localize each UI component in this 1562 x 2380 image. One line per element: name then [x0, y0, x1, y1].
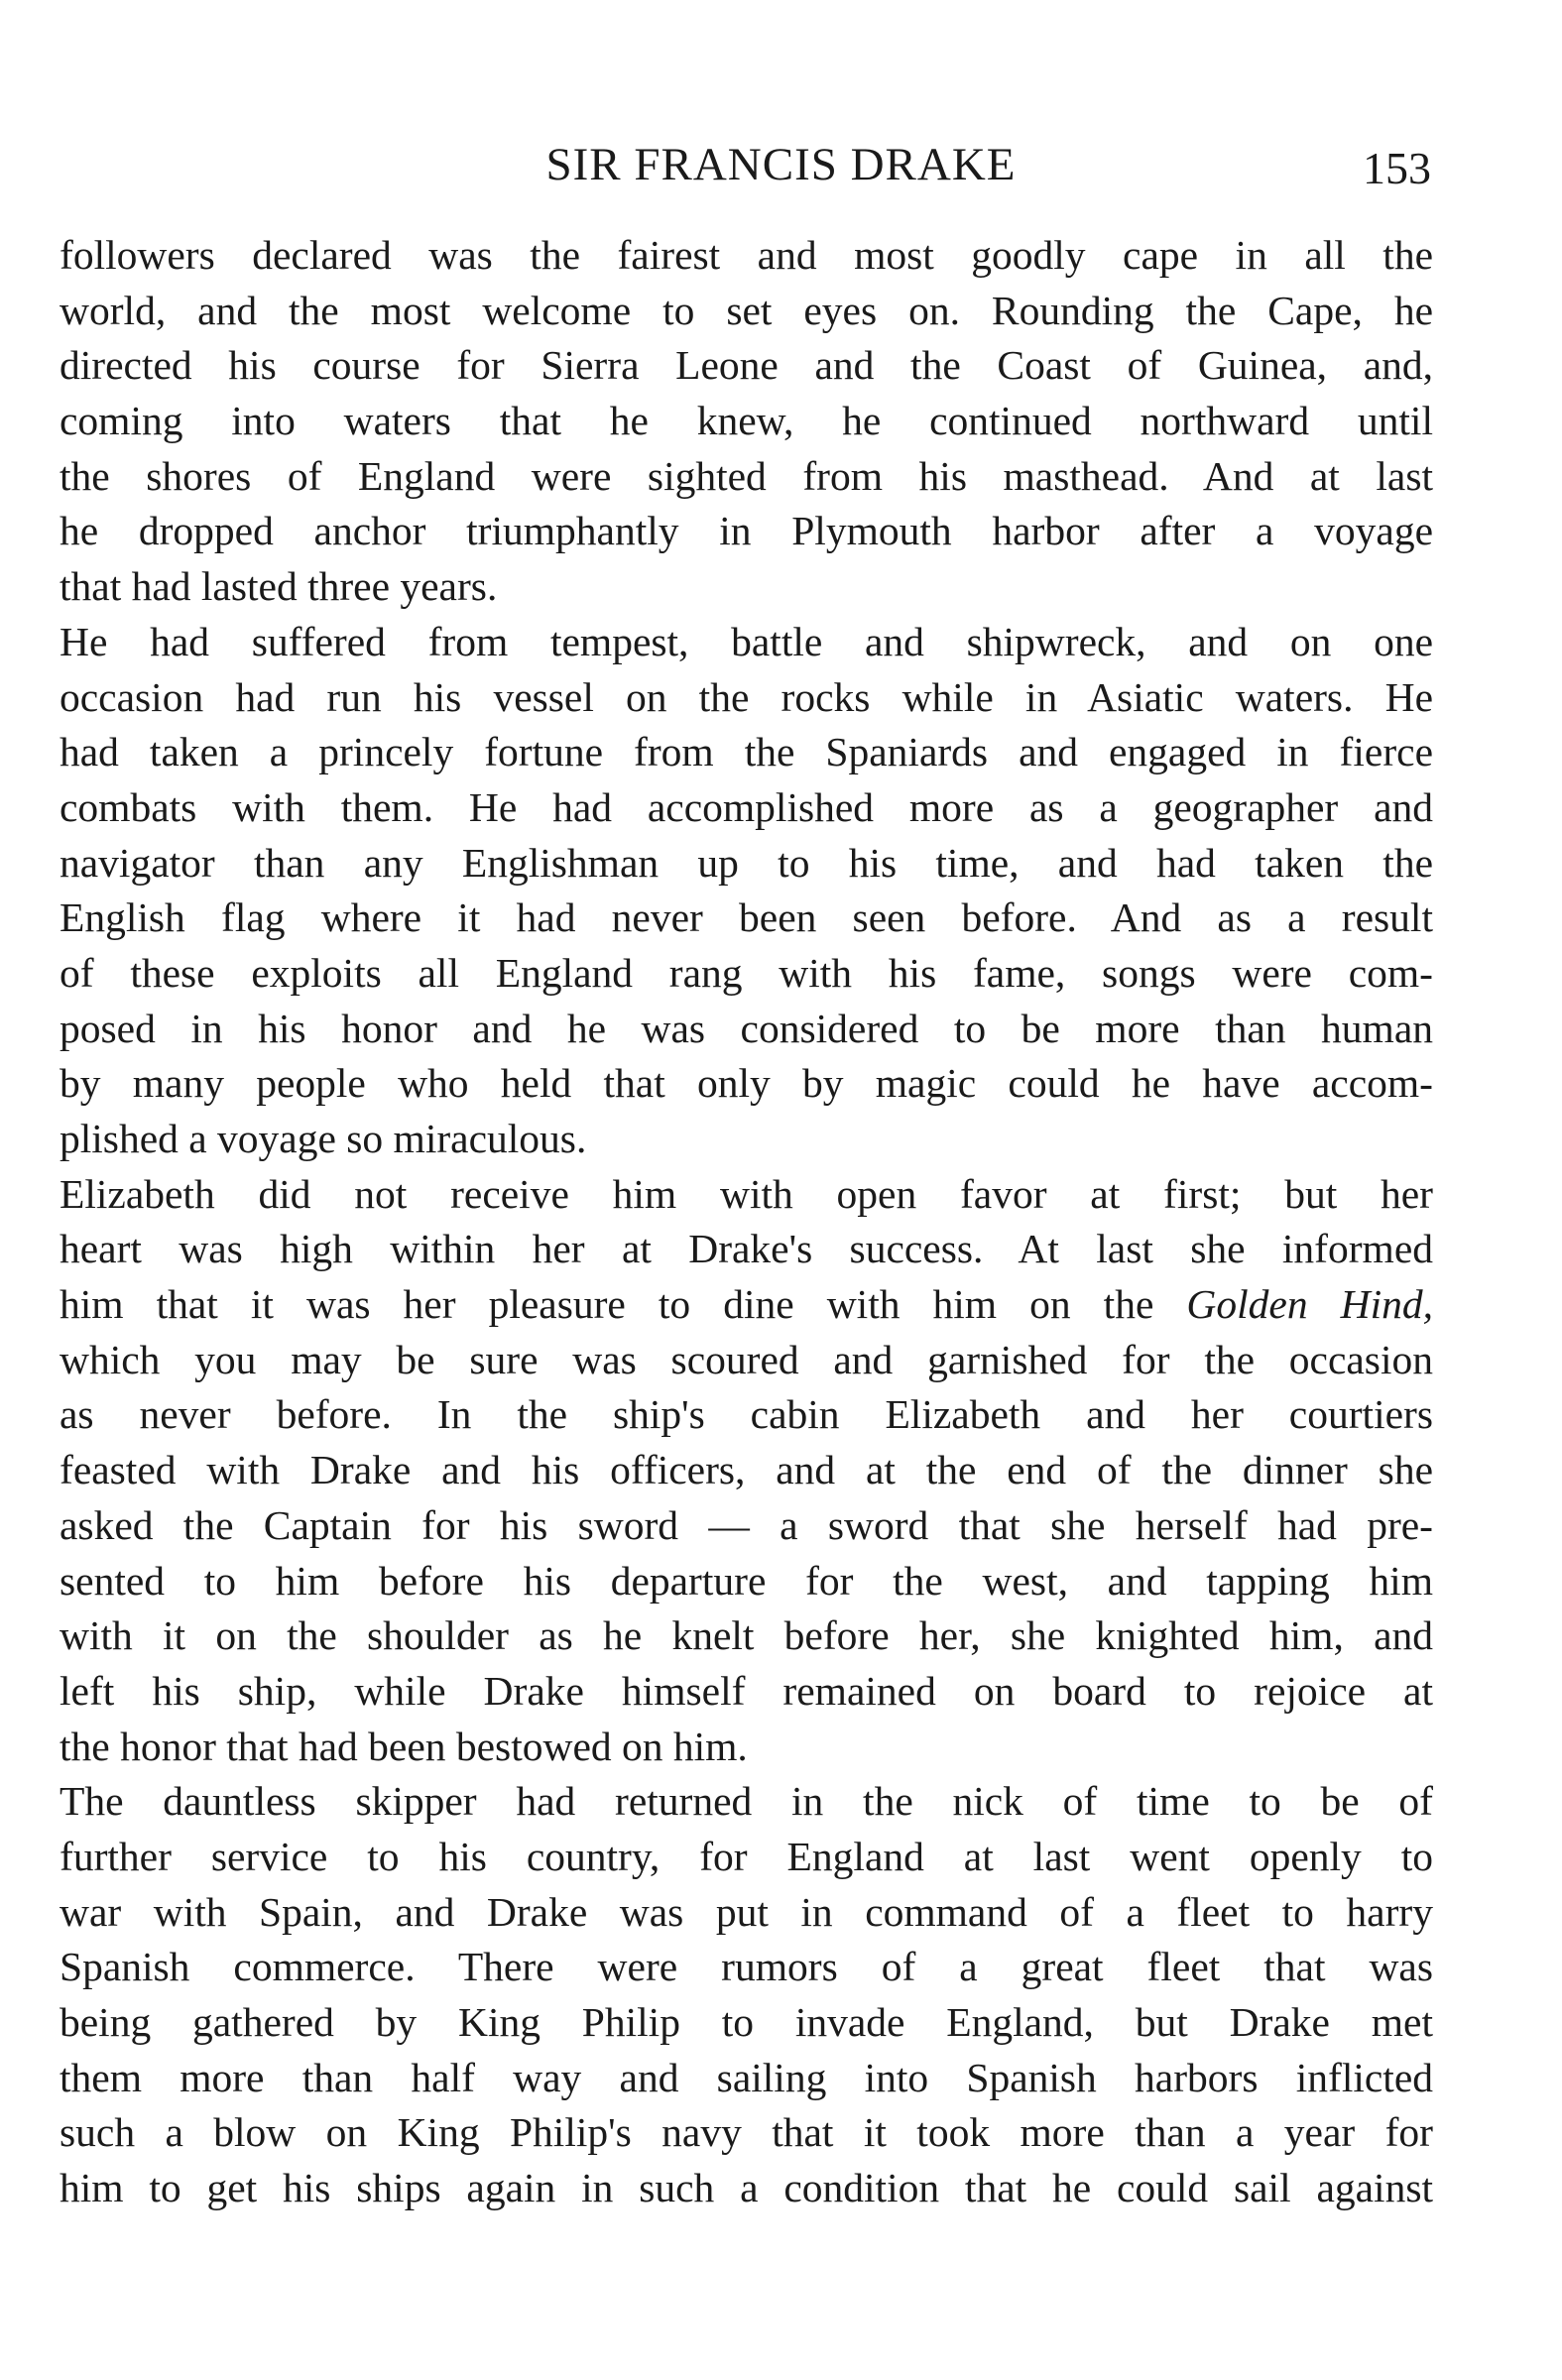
text-line: by many people who held that only by magic could he have accom- — [60, 1060, 1433, 1107]
text-line: posed in his honor and he was considered to be more than human — [60, 1005, 1433, 1051]
text-line: English flag where it had never been seen before. And as a result — [60, 894, 1433, 941]
text-line: heart was high within her at Drake's success. At last she informed — [60, 1226, 1433, 1272]
text-line: as never before. In the ship's cabin Elizabeth and her courtiers — [60, 1391, 1433, 1438]
text-line: he dropped anchor triumphantly in Plymouth harbor after a voyage — [60, 508, 1433, 554]
running-title: SIR FRANCIS DRAKE — [545, 139, 1017, 190]
text-line: left his ship, while Drake himself remained on board to rejoice at — [60, 1667, 1433, 1714]
text-line: being gathered by King Philip to invade England, but Drake met — [60, 1999, 1433, 2045]
running-head — [0, 135, 1562, 194]
paragraph-2 — [60, 615, 1433, 1167]
line-text: him that it was her pleasure to dine with him on the — [60, 1281, 1154, 1328]
text-line: directed his course for Sierra Leone and the Coast of Guinea, and, — [60, 342, 1433, 389]
text-line: asked the Captain for his sword — a sword that she herself had pre- — [60, 1501, 1433, 1548]
text-line: occasion had run his vessel on the rocks while in Asiatic waters. He — [60, 673, 1433, 720]
text-line: Spanish commerce. There were rumors of a great fleet that was — [60, 1944, 1433, 1990]
text-line: further service to his country, for England at last went openly to — [60, 1833, 1433, 1879]
page-number: 153 — [1363, 143, 1431, 193]
text-line: navigator than any Englishman up to his time, and had taken the — [60, 839, 1433, 886]
text-line: him to get his ships again in such a condition that he could sail against — [60, 2165, 1433, 2211]
text-line: world, and the most welcome to set eyes on. Rounding the Cape, he — [60, 287, 1433, 333]
text-line: war with Spain, and Drake was put in command of a fleet to harry — [60, 1888, 1433, 1935]
text-line: such a blow on King Philip's navy that it took more than a year for — [60, 2109, 1433, 2156]
text-line: the shores of England were sighted from his masthead. And at last — [60, 452, 1433, 499]
text-line-with-italic — [60, 1277, 1433, 1333]
text-line: had taken a princely fortune from the Spaniards and engaged in fierce — [60, 729, 1433, 775]
ship-name-italic: Golden Hind, — [1186, 1281, 1433, 1328]
text-line: that had lasted three years. — [60, 563, 498, 610]
paragraph-3 — [60, 1167, 1433, 1775]
paragraph-1 — [60, 228, 1433, 615]
text-line: He had suffered from tempest, battle and shipwreck, and on one — [60, 618, 1433, 664]
text-line: sented to him before his departure for the west, and tapping him — [60, 1557, 1433, 1604]
paragraph-4 — [60, 1774, 1433, 2216]
text-line: coming into waters that he knew, he continued northward until — [60, 398, 1433, 444]
body-text — [60, 228, 1433, 2216]
text-line: followers declared was the fairest and most goodly cape in all the — [60, 232, 1433, 278]
text-line: plished a voyage so miraculous. — [60, 1116, 587, 1161]
text-line: of these exploits all England rang with his fame, songs were com- — [60, 949, 1433, 996]
text-line: feasted with Drake and his officers, and at the end of the dinner she — [60, 1447, 1433, 1493]
text-line: The dauntless skipper had returned in the nick of time to be of — [60, 1778, 1433, 1825]
text-line: Elizabeth did not receive him with open favor at first; but her — [60, 1170, 1433, 1217]
text-line: combats with them. He had accomplished more as a geographer and — [60, 783, 1433, 830]
text-line: which you may be sure was scoured and garnished for the occasion — [60, 1336, 1433, 1382]
text-line: the honor that had been bestowed on him. — [60, 1723, 748, 1769]
text-line: them more than half way and sailing into Spanish harbors inflicted — [60, 2054, 1433, 2100]
text-line: with it on the shoulder as he knelt before her, she knighted him, and — [60, 1612, 1433, 1659]
